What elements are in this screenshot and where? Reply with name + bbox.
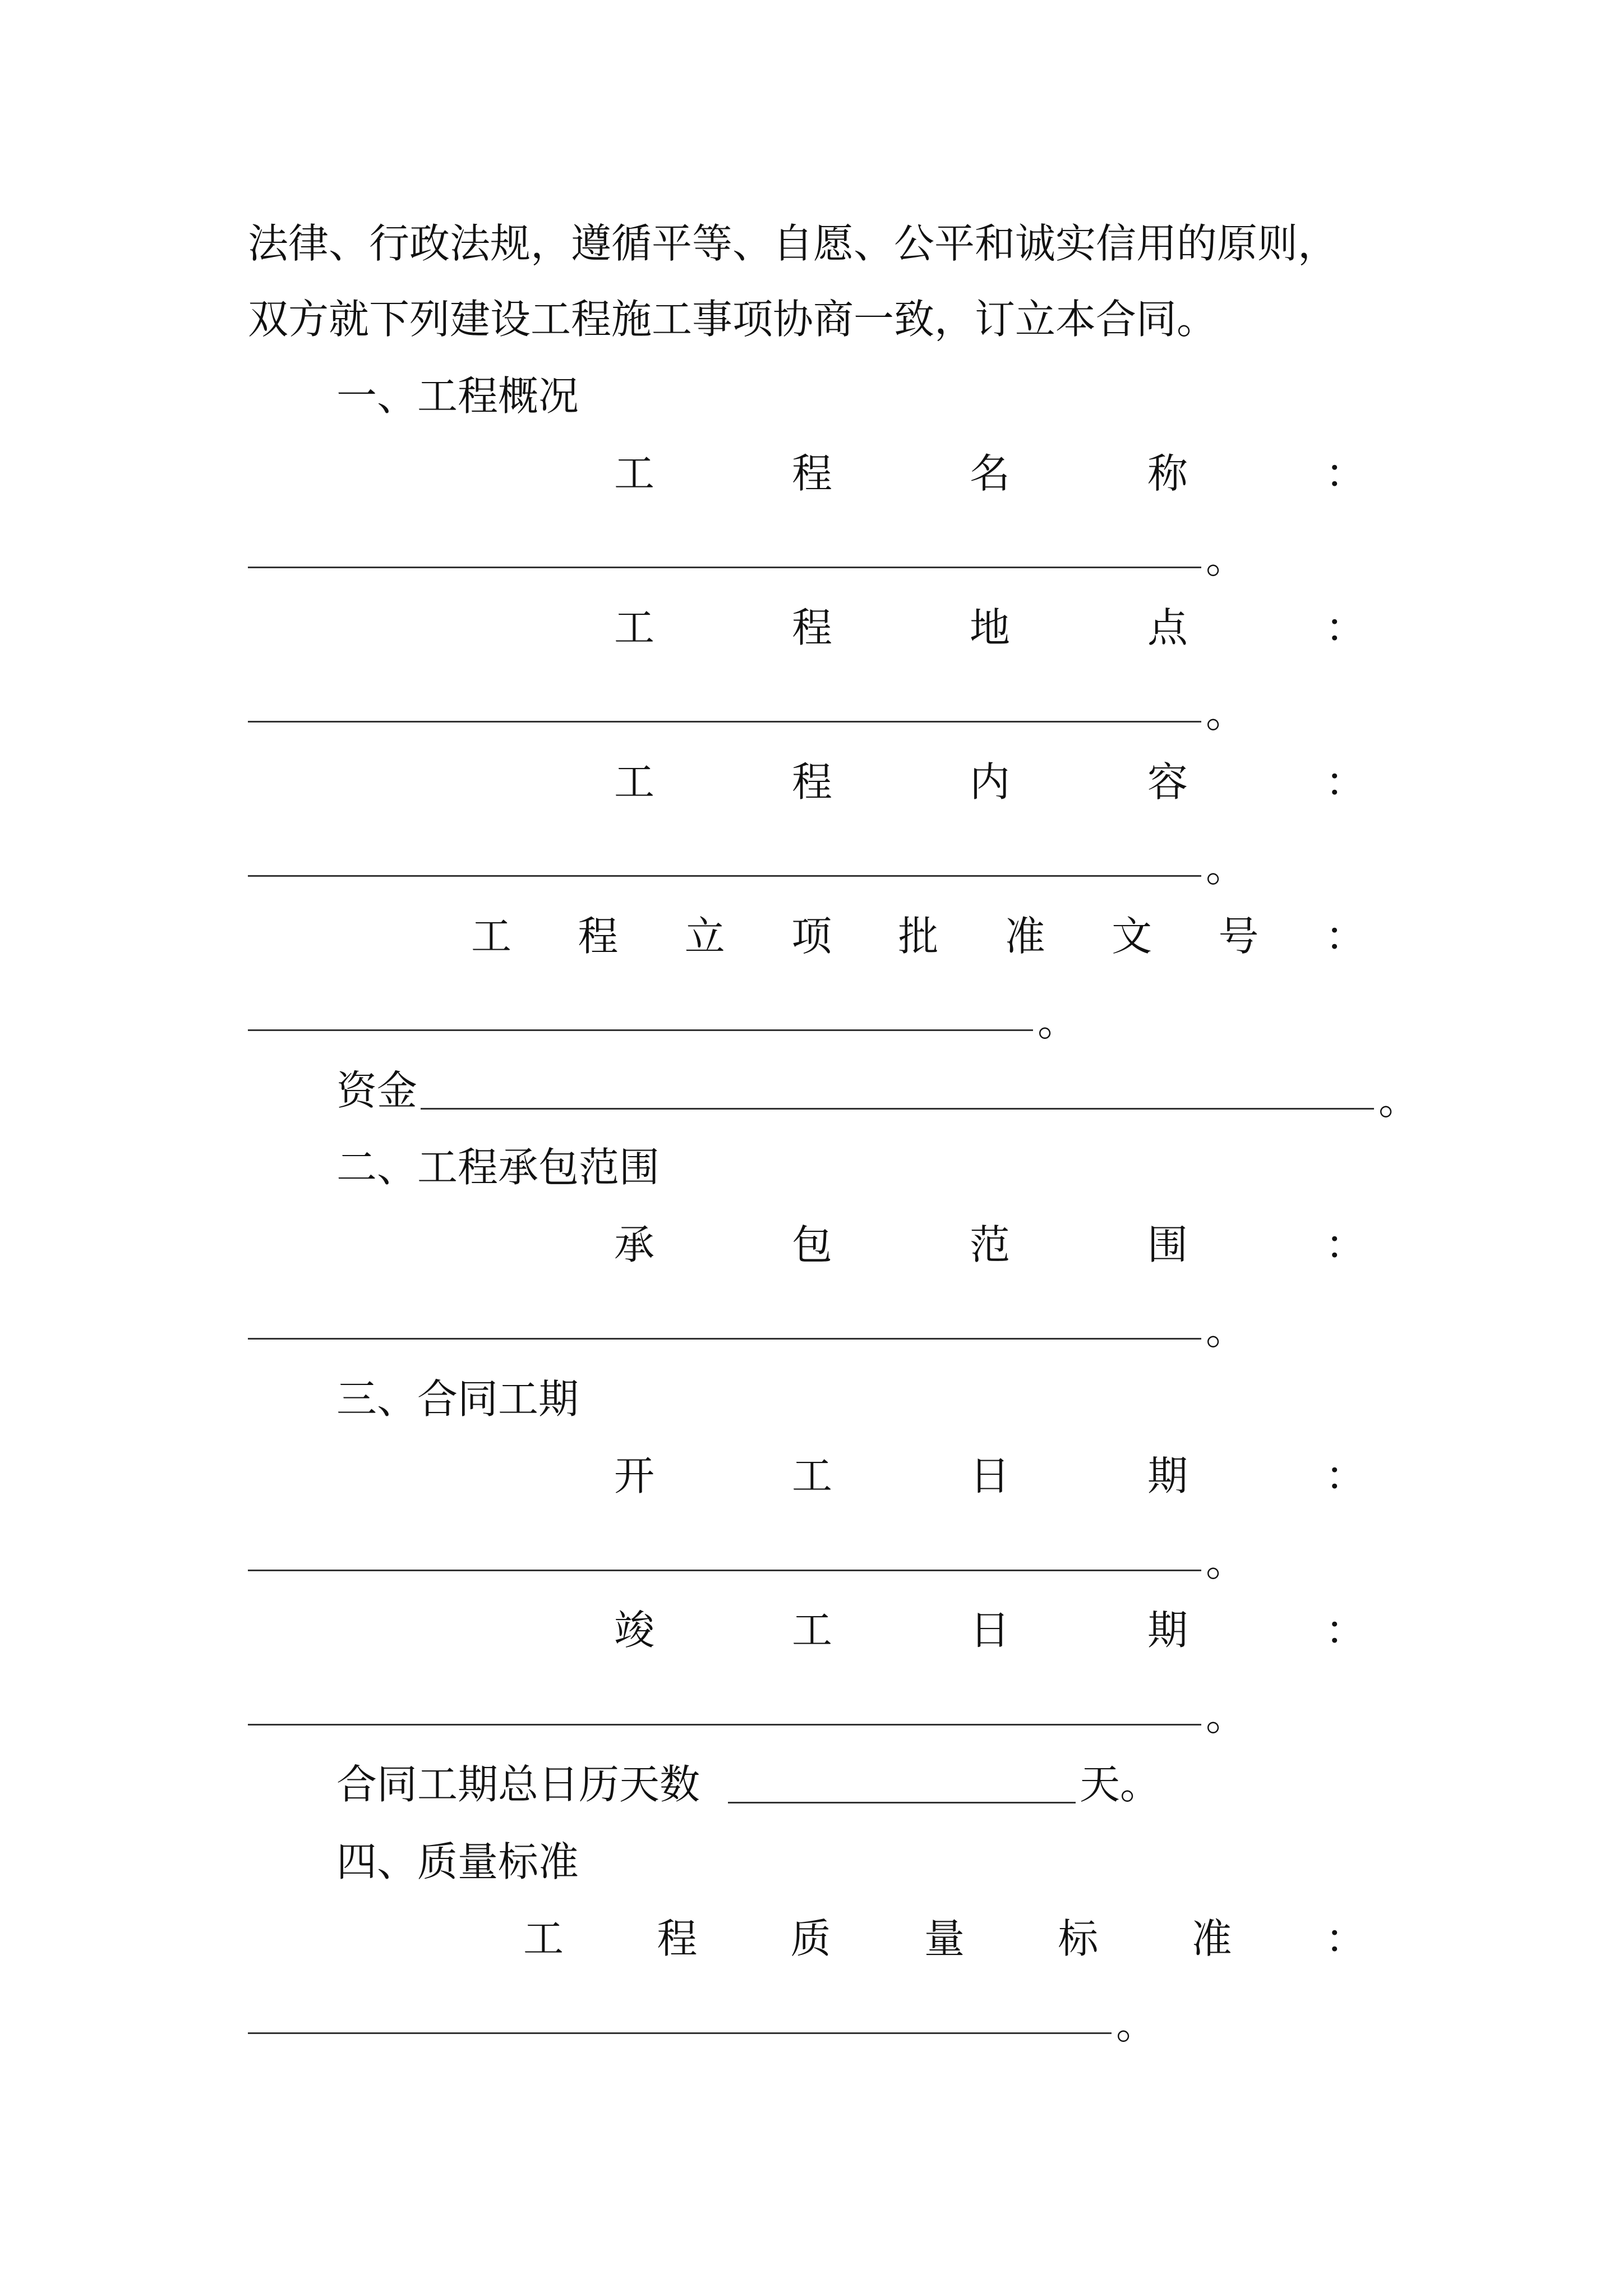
quality-standard-blank[interactable] — [248, 2032, 1112, 2034]
section-heading-3: 三、合同工期 — [336, 1375, 579, 1423]
project-location-label — [614, 604, 1366, 651]
label-char: 批 — [898, 913, 939, 960]
label-char: 标 — [1058, 1915, 1099, 1962]
label-char: 工 — [614, 604, 655, 651]
period: 。 — [1038, 998, 1078, 1045]
label-char: 工 — [791, 1607, 832, 1654]
period: 。 — [1206, 844, 1247, 891]
period: 。 — [1206, 535, 1247, 582]
funds-blank[interactable] — [421, 1108, 1374, 1110]
label-char: 程 — [791, 450, 832, 497]
section-heading-1: 一、工程概况 — [336, 372, 579, 420]
label-char: ： — [1325, 1452, 1366, 1499]
total-days-blank[interactable] — [728, 1802, 1076, 1803]
label-char: 日 — [969, 1452, 1010, 1499]
label-char: ： — [1325, 913, 1366, 960]
label-char: ： — [1325, 1915, 1366, 1962]
label-char: 立 — [684, 913, 725, 960]
label-char: ： — [1325, 758, 1366, 806]
label-char: 工 — [791, 1452, 832, 1499]
completion-date-blank[interactable] — [248, 1724, 1201, 1726]
label-char: 程 — [791, 604, 832, 651]
label-char: 地 — [969, 604, 1010, 651]
label-char: 容 — [1147, 758, 1188, 806]
label-char: 承 — [614, 1221, 655, 1268]
approval-number-blank[interactable] — [248, 1029, 1033, 1031]
label-char: 工 — [614, 450, 655, 497]
start-date-label — [614, 1452, 1366, 1499]
label-char: ： — [1325, 450, 1366, 497]
period: 。 — [1206, 689, 1247, 737]
label-char: 点 — [1147, 604, 1188, 651]
total-days-label: 合同工期总日历天数 — [336, 1761, 700, 1808]
label-char: ： — [1325, 1607, 1366, 1654]
label-char: 工 — [523, 1915, 564, 1962]
label-char: 工 — [614, 758, 655, 806]
label-char: 称 — [1147, 450, 1188, 497]
period: 。 — [1206, 1306, 1247, 1354]
label-char: 开 — [614, 1452, 655, 1499]
label-char: 准 — [1004, 913, 1045, 960]
label-char: 工 — [471, 913, 512, 960]
label-char: 号 — [1218, 913, 1259, 960]
total-days-unit: 天。 — [1080, 1761, 1161, 1808]
label-char: 程 — [578, 913, 619, 960]
label-char: 日 — [969, 1607, 1010, 1654]
intro-line-1: 法律、行政法规，遵循平等、自愿、公平和诚实信用的原则， — [248, 220, 1339, 267]
label-char: 名 — [969, 450, 1010, 497]
label-char: 期 — [1147, 1607, 1188, 1654]
project-name-blank[interactable] — [248, 567, 1201, 568]
contract-scope-blank[interactable] — [248, 1338, 1201, 1340]
label-char: ： — [1325, 604, 1366, 651]
label-char: 期 — [1147, 1452, 1188, 1499]
label-char: 项 — [791, 913, 832, 960]
project-location-blank[interactable] — [248, 721, 1201, 723]
period: 。 — [1206, 1538, 1247, 1585]
label-char: 内 — [969, 758, 1010, 806]
label-char: 质 — [790, 1915, 831, 1962]
contract-scope-label — [614, 1221, 1366, 1268]
label-char: 范 — [969, 1221, 1010, 1268]
completion-date-label — [614, 1607, 1366, 1654]
section-heading-4: 四、质量标准 — [336, 1838, 579, 1885]
label-char: 准 — [1191, 1915, 1232, 1962]
period: 。 — [1206, 1692, 1247, 1740]
label-char: 包 — [791, 1221, 832, 1268]
label-char: 量 — [924, 1915, 965, 1962]
approval-number-label — [471, 913, 1366, 960]
label-char: 文 — [1112, 913, 1152, 960]
funds-label: 资金 — [336, 1067, 418, 1114]
project-name-label — [614, 450, 1366, 497]
project-content-label — [614, 758, 1366, 806]
label-char: 围 — [1147, 1221, 1188, 1268]
period: 。 — [1378, 1076, 1419, 1124]
label-char: 竣 — [614, 1607, 655, 1654]
label-char: 程 — [791, 758, 832, 806]
section-heading-2: 二、工程承包范围 — [336, 1144, 660, 1191]
period: 。 — [1116, 2001, 1157, 2048]
label-char: 程 — [657, 1915, 698, 1962]
label-char: ： — [1325, 1221, 1366, 1268]
start-date-blank[interactable] — [248, 1570, 1201, 1571]
project-content-blank[interactable] — [248, 875, 1201, 877]
intro-line-2: 双方就下列建设工程施工事项协商一致，订立本合同。 — [248, 296, 1218, 343]
quality-standard-label — [523, 1915, 1366, 1962]
